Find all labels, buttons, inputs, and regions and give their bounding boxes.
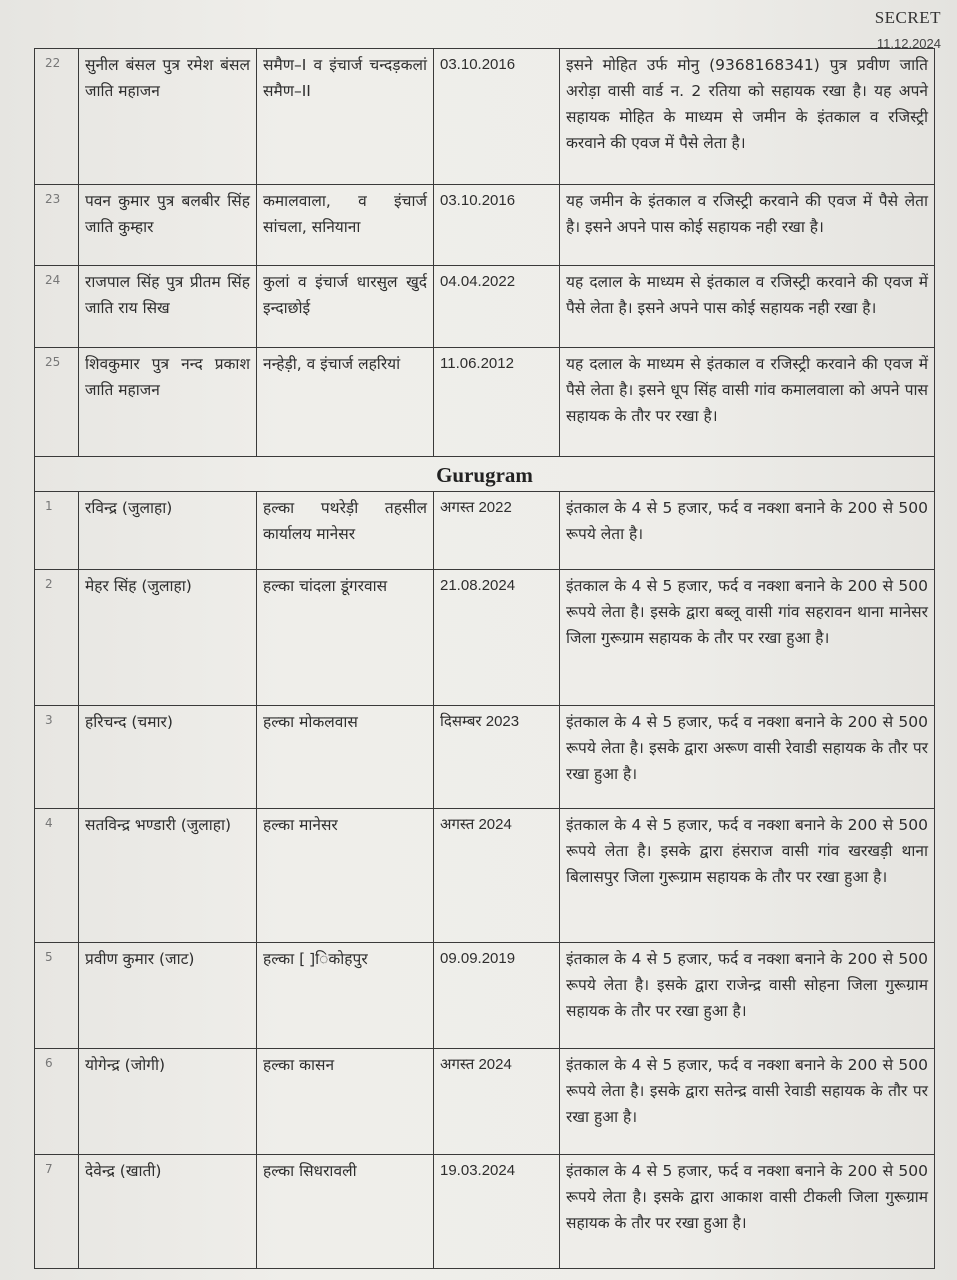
- posting-date: 03.10.2016: [434, 185, 560, 266]
- table-row: [35, 348, 935, 457]
- table-row: [35, 492, 935, 570]
- section-title-gurugram: Gurugram: [35, 457, 935, 492]
- official-name: हरिचन्द (चमार): [79, 706, 257, 809]
- serial-number: 23: [35, 185, 79, 266]
- posting-location: हल्का पथरेड़ी तहसील कार्यालय मानेसर: [257, 492, 434, 570]
- section-row: [35, 457, 935, 492]
- table-row: [35, 943, 935, 1049]
- posting-date: 21.08.2024: [434, 570, 560, 706]
- table-row: [35, 49, 935, 185]
- serial-number: 5: [35, 943, 79, 1049]
- table-row: [35, 185, 935, 266]
- official-name: पवन कुमार पुत्र बलबीर सिंह जाति कुम्हार: [79, 185, 257, 266]
- serial-number: 4: [35, 809, 79, 943]
- officials-table: [34, 48, 935, 1269]
- posting-date: अगस्त 2022: [434, 492, 560, 570]
- posting-location: हल्का मोकलवास: [257, 706, 434, 809]
- remarks: इसने मोहित उर्फ मोनु (9368168341) पुत्र प्रवीण जाति अरोड़ा वासी वार्ड न. 2 रतिया को सहायक रखा है। यह अपने सहायक मोहित के माध्यम से जमीन के इंतकाल व रजिस्ट्री करवाने की एवज में पैसे लेता है।: [560, 49, 935, 185]
- serial-number: 7: [35, 1155, 79, 1269]
- remarks: यह दलाल के माध्यम से इंतकाल व रजिस्ट्री करवाने की एवज में पैसे लेता है। इसने अपने पास कोई सहायक नही रखा है।: [560, 266, 935, 348]
- serial-number: 6: [35, 1049, 79, 1155]
- remarks: यह जमीन के इंतकाल व रजिस्ट्री करवाने की एवज में पैसे लेता है। इसने अपने पास कोई सहायक नही रखा है।: [560, 185, 935, 266]
- posting-location: नन्हेड़ी, व इंचार्ज लहरियां: [257, 348, 434, 457]
- official-name: सतविन्द्र भण्डारी (जुलाहा): [79, 809, 257, 943]
- document-date: 11.12.2024: [876, 36, 941, 51]
- posting-location: हल्का चांदला डूंगरवास: [257, 570, 434, 706]
- table-row: [35, 1049, 935, 1155]
- remarks: इंतकाल के 4 से 5 हजार, फर्द व नक्शा बनाने के 200 से 500 रूपये लेता है। इसके द्वारा हंसराज वासी गांव खरखड़ी थाना बिलासपुर जिला गुरूग्राम सहायक के तौर पर रखा हुआ है।: [560, 809, 935, 943]
- posting-location: समैण–I व इंचार्ज चन्दड़कलां समैण–II: [257, 49, 434, 185]
- posting-date: 04.04.2022: [434, 266, 560, 348]
- serial-number: 3: [35, 706, 79, 809]
- remarks: इंतकाल के 4 से 5 हजार, फर्द व नक्शा बनाने के 200 से 500 रूपये लेता है।: [560, 492, 935, 570]
- posting-date: 03.10.2016: [434, 49, 560, 185]
- posting-date: अगस्त 2024: [434, 809, 560, 943]
- posting-location: हल्का [ ]िकोहपुर: [257, 943, 434, 1049]
- posting-date: 19.03.2024: [434, 1155, 560, 1269]
- official-name: राजपाल सिंह पुत्र प्रीतम सिंह जाति राय सिख: [79, 266, 257, 348]
- official-name: सुनील बंसल पुत्र रमेश बंसल जाति महाजन: [79, 49, 257, 185]
- serial-number: 22: [35, 49, 79, 185]
- posting-date: 11.06.2012: [434, 348, 560, 457]
- table-row: [35, 809, 935, 943]
- remarks: इंतकाल के 4 से 5 हजार, फर्द व नक्शा बनाने के 200 से 500 रूपये लेता है। इसके द्वारा राजेन्द्र वासी सोहना जिला गुरूग्राम सहायक के तौर पर रखा हुआ है।: [560, 943, 935, 1049]
- official-name: रविन्द्र (जुलाहा): [79, 492, 257, 570]
- posting-location: हल्का सिधरावली: [257, 1155, 434, 1269]
- table-row: [35, 266, 935, 348]
- secret-label: SECRET: [874, 8, 941, 27]
- serial-number: 25: [35, 348, 79, 457]
- posting-location: हल्का मानेसर: [257, 809, 434, 943]
- remarks: यह दलाल के माध्यम से इंतकाल व रजिस्ट्री करवाने की एवज में पैसे लेता है। इसने धूप सिंह वासी गांव कमालवाला को अपने पास सहायक के तौर पर रखा है।: [560, 348, 935, 457]
- posting-location: हल्का कासन: [257, 1049, 434, 1155]
- remarks: इंतकाल के 4 से 5 हजार, फर्द व नक्शा बनाने के 200 से 500 रूपये लेता है। इसके द्वारा अरूण वासी रेवाडी सहायक के तौर पर रखा हुआ है।: [560, 706, 935, 809]
- official-name: मेहर सिंह (जुलाहा): [79, 570, 257, 706]
- serial-number: 2: [35, 570, 79, 706]
- serial-number: 24: [35, 266, 79, 348]
- posting-location: कुलां व इंचार्ज धारसुल खुर्द इन्दाछोई: [257, 266, 434, 348]
- official-name: देवेन्द्र (खाती): [79, 1155, 257, 1269]
- table-row: [35, 1155, 935, 1269]
- remarks: इंतकाल के 4 से 5 हजार, फर्द व नक्शा बनाने के 200 से 500 रूपये लेता है। इसके द्वारा आकाश वासी टीकली जिला गुरूग्राम सहायक के तौर पर रखा हुआ है।: [560, 1155, 935, 1269]
- posting-date: 09.09.2019: [434, 943, 560, 1049]
- official-name: योगेन्द्र (जोगी): [79, 1049, 257, 1155]
- official-name: प्रवीण कुमार (जाट): [79, 943, 257, 1049]
- table-row: [35, 570, 935, 706]
- posting-date: दिसम्बर 2023: [434, 706, 560, 809]
- posting-date: अगस्त 2024: [434, 1049, 560, 1155]
- posting-location: कमालवाला, व इंचार्ज सांचला, सनियाना: [257, 185, 434, 266]
- remarks: इंतकाल के 4 से 5 हजार, फर्द व नक्शा बनाने के 200 से 500 रूपये लेता है। इसके द्वारा सतेन्द्र वासी रेवाडी सहायक के तौर पर रखा हुआ है।: [560, 1049, 935, 1155]
- table-row: [35, 706, 935, 809]
- official-name: शिवकुमार पुत्र नन्द प्रकाश जाति महाजन: [79, 348, 257, 457]
- serial-number: 1: [35, 492, 79, 570]
- remarks: इंतकाल के 4 से 5 हजार, फर्द व नक्शा बनाने के 200 से 500 रूपये लेता है। इसके द्वारा बब्लू वासी गांव सहरावन थाना मानेसर जिला गुरूग्राम सहायक के तौर पर रखा हुआ है।: [560, 570, 935, 706]
